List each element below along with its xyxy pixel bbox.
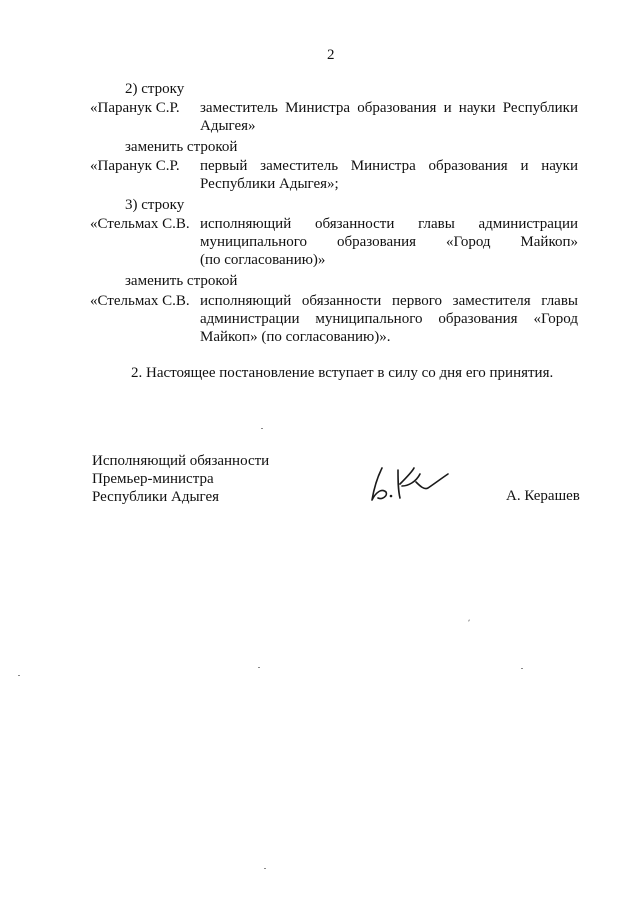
item-3-replace-text: заменить строкой — [125, 273, 238, 289]
scan-speck — [521, 668, 523, 669]
item-2-old-line2: Адыгея» — [200, 118, 256, 134]
item-2-old-line1: заместитель Министра образования и науки Республики — [200, 100, 578, 116]
scan-speck — [261, 428, 263, 429]
signatory-title-line1: Исполняющий обязанности — [92, 453, 270, 469]
scan-speck — [18, 675, 20, 676]
page-number: 2 — [327, 47, 335, 63]
item-3-new-name: «Стельмах С.В. — [90, 293, 190, 309]
item-2-new-line2: Республики Адыгея»; — [200, 176, 339, 192]
item-2-old-name: «Паранук С.Р. — [90, 100, 180, 116]
clause-2-text: 2. Настоящее постановление вступает в силу со дня его принятия. — [131, 365, 554, 381]
item-3-old-name: «Стельмах С.В. — [90, 216, 190, 232]
item-3-new-line3: Майкоп» (по согласованию)». — [200, 329, 391, 345]
signatory-title-line3: Республики Адыгея — [92, 489, 220, 505]
item-3-old-line2: муниципального образования «Город Майкоп» — [200, 234, 578, 250]
item-2-new-line1: первый заместитель Министра образования и науки — [200, 158, 578, 174]
item-3-new-line1: исполняющий обязанности первого заместителя главы — [200, 293, 578, 309]
scan-speck — [258, 667, 260, 668]
item-3-new-line2: администрации муниципального образования «Город — [200, 311, 578, 327]
item-3-intro: 3) строку — [125, 197, 185, 213]
scan-speck — [264, 868, 266, 869]
item-2-new-name: «Паранук С.Р. — [90, 158, 180, 174]
item-3-old-line1: исполняющий обязанности главы администрации — [200, 216, 578, 232]
item-3-old-line3: (по согласованию)» — [200, 252, 326, 268]
signatory-name: А. Керашев — [506, 488, 580, 504]
scan-speck — [468, 619, 470, 621]
handwritten-signature — [368, 462, 452, 506]
signatory-title-line2: Премьер-министра — [92, 471, 214, 487]
item-2-intro: 2) строку — [125, 81, 185, 97]
item-2-replace-text: заменить строкой — [125, 139, 238, 155]
